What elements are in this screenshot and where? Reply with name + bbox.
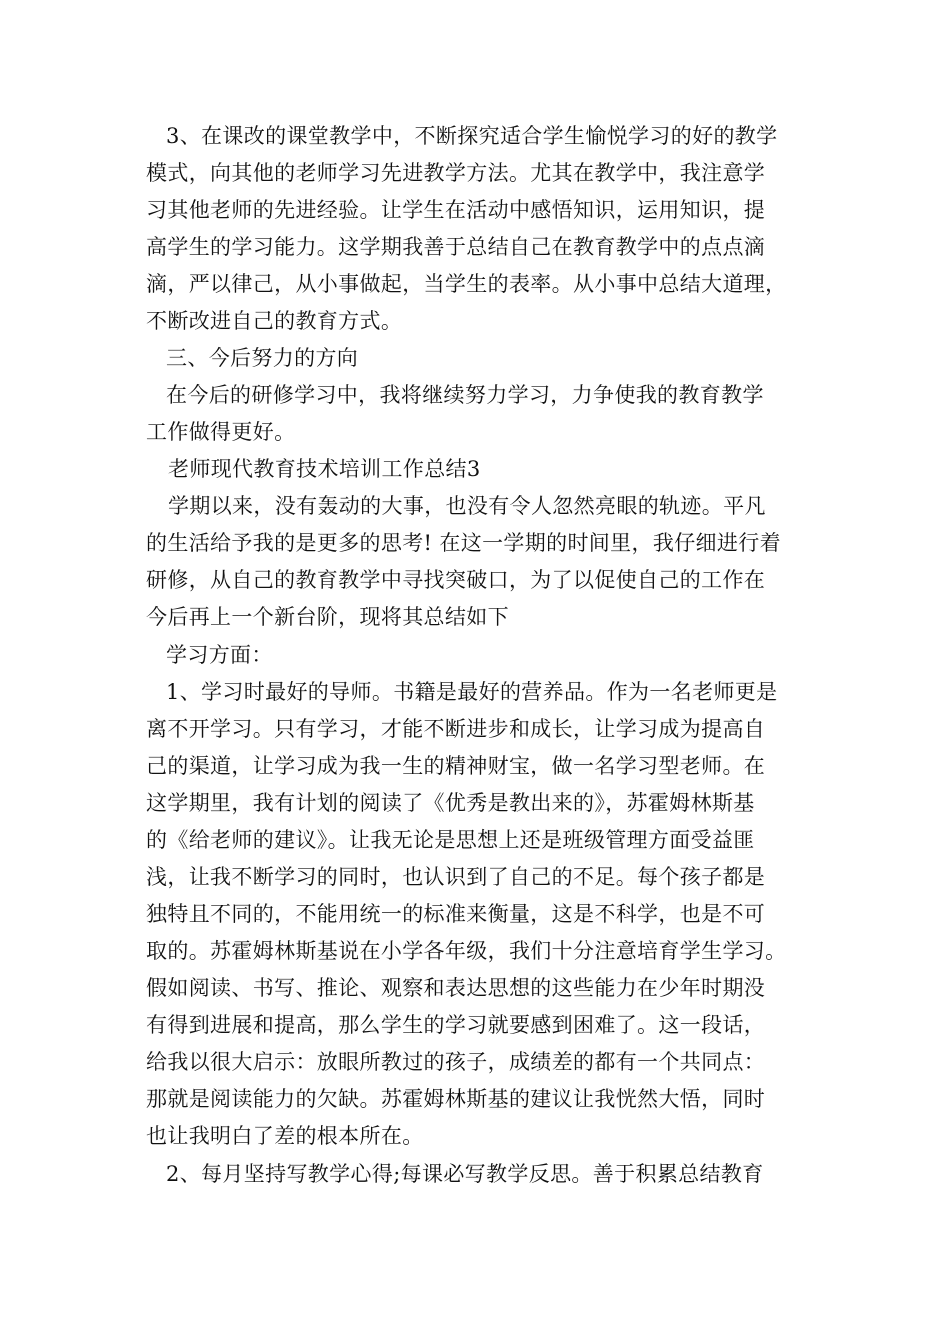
- paragraph-future-study: [146, 377, 826, 451]
- text-line: 的《给老师的建议》。让我无论是思想上还是班级管理方面受益匪: [146, 828, 755, 852]
- text-line: 独特且不同的，不能用统一的标准来衡量，这是不科学，也是不可: [146, 902, 766, 926]
- text-line: 学期以来，没有轰动的大事，也没有令人忽然亮眼的轨迹。平凡: [168, 494, 766, 518]
- paragraph-monthly-reflection: [146, 1156, 826, 1193]
- text-line: 取的。苏霍姆林斯基说在小学各年级，我们十分注意培育学生学习。: [146, 939, 787, 963]
- text-line: 那就是阅读能力的欠缺。苏霍姆林斯基的建议让我恍然大悟，同时: [146, 1087, 766, 1111]
- text-line: 的生活给予我的是更多的思考! 在这一学期的时间里，我仔细进行着: [146, 531, 781, 555]
- text-line: 研修，从自己的教育教学中寻找突破口，为了以促使自己的工作在: [146, 568, 766, 592]
- paragraph-semester-intro: [146, 488, 826, 636]
- section-heading-future-direction: [146, 340, 826, 377]
- text-line: 也让我明白了差的根本所在。: [146, 1124, 424, 1148]
- text-line: 假如阅读、书写、推论、观察和表达思想的这些能力在少年时期没: [146, 976, 766, 1000]
- text-line: 今后再上一个新台阶，现将其总结如下: [146, 605, 509, 629]
- text-line: 高学生的学习能力。这学期我善于总结自己在教育教学中的点点滴: [146, 235, 766, 259]
- text-line: 习其他老师的先进经验。让学生在活动中感悟知识，运用知识，提: [146, 198, 766, 222]
- section-heading-study: [146, 637, 826, 674]
- text-line: 在今后的研修学习中，我将继续努力学习，力争使我的教育教学: [166, 383, 764, 407]
- heading-line: 学习方面：: [166, 643, 273, 667]
- paragraph-learning: [146, 674, 826, 1155]
- paragraph-teaching-mode: [146, 118, 826, 340]
- title-line: 老师现代教育技术培训工作总结3: [168, 457, 481, 481]
- article-title: [146, 451, 826, 488]
- text-line: 模式，向其他的老师学习先进教学方法。尤其在教学中，我注意学: [146, 161, 766, 185]
- text-line: 己的渠道，让学习成为我一生的精神财宝，做一名学习型老师。在: [146, 754, 766, 778]
- text-line: 不断改进自己的教育方式。: [146, 309, 403, 333]
- heading-line: 三、今后努力的方向: [166, 346, 359, 370]
- text-line: 1、学习时最好的导师。书籍是最好的营养品。作为一名老师更是: [166, 680, 778, 704]
- text-line: 3、在课改的课堂教学中，不断探究适合学生愉悦学习的好的教学: [166, 124, 778, 148]
- text-line: 这学期里，我有计划的阅读了《优秀是教出来的》，苏霍姆林斯基: [146, 791, 755, 815]
- text-line: 浅，让我不断学习的同时，也认识到了自己的不足。每个孩子都是: [146, 865, 766, 889]
- text-line: 滴，严以律己，从小事做起，当学生的表率。从小事中总结大道理，: [146, 272, 787, 296]
- text-line: 工作做得更好。: [146, 420, 296, 444]
- text-line: 给我以很大启示：放眼所教过的孩子，成绩差的都有一个共同点：: [146, 1050, 766, 1074]
- text-line: 有得到进展和提高，那么学生的学习就要感到困难了。这一段话，: [146, 1013, 766, 1037]
- text-line: 离不开学习。只有学习，才能不断进步和成长，让学习成为提高自: [146, 717, 766, 741]
- text-line: 2、每月坚持写教学心得;每课必写教学反思。善于积累总结教育: [166, 1162, 764, 1186]
